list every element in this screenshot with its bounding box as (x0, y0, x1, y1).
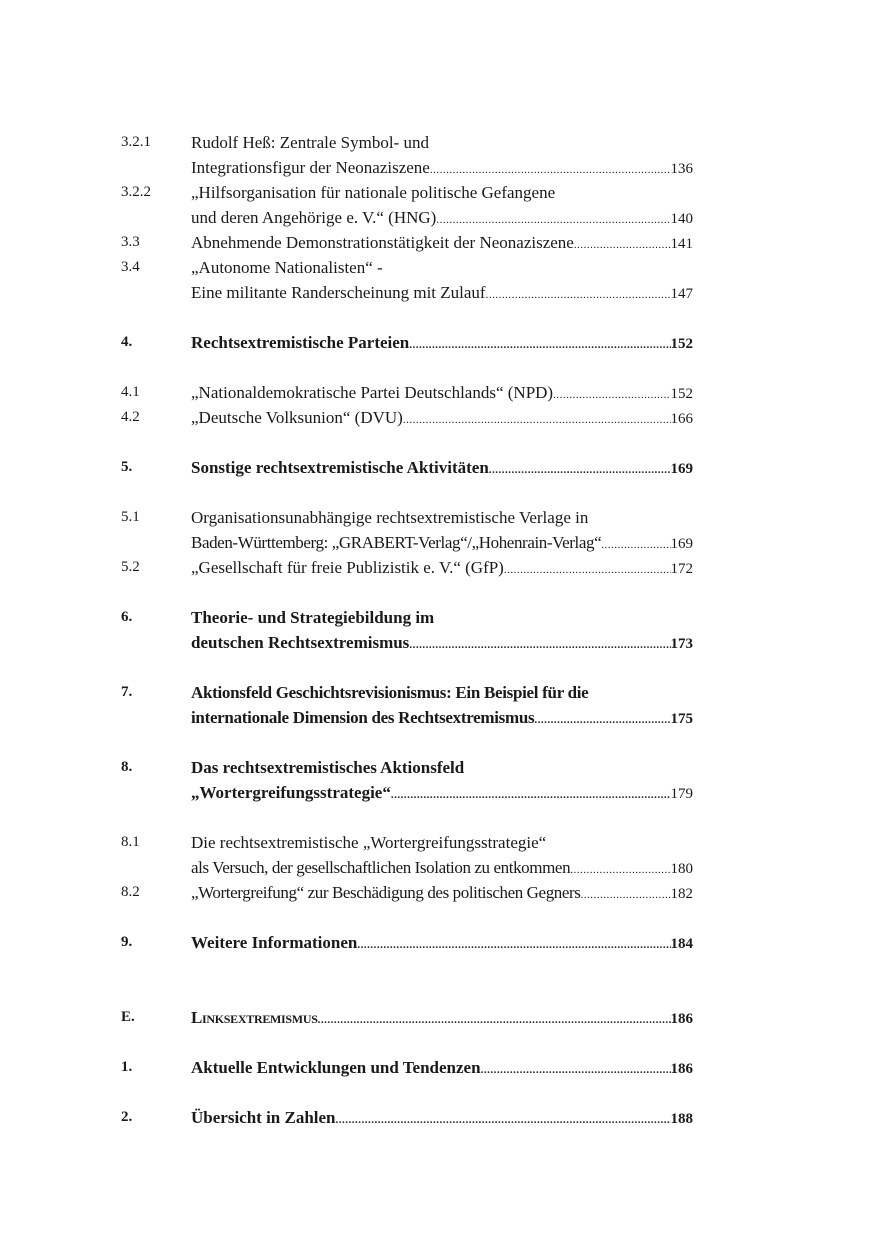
leader-dots (403, 408, 671, 433)
toc-entry-number: 6. (121, 609, 133, 625)
leader-dots (409, 333, 670, 358)
toc-entry-title: Integrationsfigur der Neonaziszene (191, 158, 430, 177)
toc-entry-number: 4.1 (121, 384, 140, 400)
toc-entry-title: Das rechtsextremistisches Aktionsfeld (191, 758, 465, 777)
toc-entry-title: „Deutsche Volksunion“ (DVU) (191, 408, 403, 427)
toc-entry-3-2-2[interactable] (121, 180, 693, 230)
toc-entry-page: 166 (670, 411, 693, 427)
toc-entry-title: als Versuch, der gesellschaftlichen Isolation zu entkommen (191, 858, 571, 877)
toc-entry-title: „Autonome Nationalisten“ - (191, 258, 383, 277)
toc-entry-1[interactable] (121, 1055, 693, 1080)
toc-entry-6[interactable] (121, 605, 693, 655)
toc-entry-page: 186 (670, 1011, 693, 1027)
toc-entry-number: 5.2 (121, 559, 140, 575)
toc-entry-number: 5. (121, 459, 133, 475)
toc-entry-title: Abnehmende Demonstrationstätigkeit der Neonaziszene (191, 233, 574, 252)
leader-dots (318, 1008, 671, 1033)
leader-dots (357, 933, 670, 958)
table-of-contents (121, 130, 693, 1130)
toc-entry-title: und deren Angehörige e. V.“ (HNG) (191, 208, 437, 227)
toc-entry-title: Organisationsunabhängige rechtsextremistische Verlage in (191, 508, 589, 527)
toc-entry-page: 152 (670, 386, 693, 402)
toc-entry-number: 3.2.2 (121, 184, 151, 200)
toc-entry-page: 180 (670, 861, 693, 877)
toc-entry-title: Baden-Württemberg: „GRABERT-Verlag“/„Hohenrain-Verlag“ (191, 533, 602, 552)
toc-entry-e[interactable] (121, 1005, 693, 1030)
toc-entry-number: 4. (121, 334, 133, 350)
toc-entry-page: 186 (670, 1061, 693, 1077)
toc-entry-page: 152 (670, 336, 693, 352)
toc-entry-title: Linksextremismus (191, 1008, 318, 1027)
toc-entry-number: 3.3 (121, 234, 140, 250)
toc-entry-page: 184 (670, 936, 693, 952)
toc-entry-title: Theorie- und Strategiebildung im (191, 608, 435, 627)
toc-entry-page: 179 (670, 786, 693, 802)
leader-dots (534, 708, 670, 733)
toc-entry-title: deutschen Rechtsextremismus (191, 633, 410, 652)
toc-entry-page: 175 (670, 711, 693, 727)
toc-entry-title: „Wortergreifungsstrategie“ (191, 783, 391, 802)
toc-entry-page: 136 (670, 161, 693, 177)
toc-entry-number: 3.4 (121, 259, 140, 275)
toc-entry-7[interactable] (121, 680, 693, 730)
toc-entry-2[interactable] (121, 1105, 693, 1130)
leader-dots (336, 1108, 671, 1133)
toc-entry-title: Rudolf Heß: Zentrale Symbol- und (191, 133, 429, 152)
toc-entry-number: 8. (121, 759, 133, 775)
toc-entry-title: Übersicht in Zahlen (191, 1108, 336, 1127)
toc-entry-4-1[interactable] (121, 380, 693, 405)
toc-entry-5-2[interactable] (121, 555, 693, 580)
toc-entry-number: 7. (121, 684, 133, 700)
toc-entry-title: Weitere Informationen (191, 933, 358, 952)
toc-entry-5[interactable] (121, 455, 693, 480)
toc-entry-number: 1. (121, 1059, 133, 1075)
toc-entry-number: E. (121, 1009, 135, 1025)
toc-entry-title: „Hilfsorganisation für nationale politische Gefangene (191, 183, 556, 202)
leader-dots (489, 458, 671, 483)
toc-entry-number: 8.1 (121, 834, 140, 850)
leader-dots (481, 1058, 671, 1083)
toc-entry-3-3[interactable] (121, 230, 693, 255)
toc-entry-page: 172 (670, 561, 693, 577)
toc-entry-8-1[interactable] (121, 830, 693, 880)
toc-entry-8-2[interactable] (121, 880, 693, 905)
toc-entry-title: Aktionsfeld Geschichtsrevisionismus: Ein Beispiel für die (191, 683, 589, 702)
leader-dots (581, 883, 671, 908)
toc-entry-page: 188 (670, 1111, 693, 1127)
toc-entry-page: 173 (670, 636, 693, 652)
toc-entry-page: 147 (670, 286, 693, 302)
toc-entry-3-2-1[interactable] (121, 130, 693, 180)
toc-entry-number: 2. (121, 1109, 133, 1125)
leader-dots (391, 783, 671, 808)
toc-entry-page: 182 (670, 886, 693, 902)
toc-entry-9[interactable] (121, 930, 693, 955)
toc-entry-4[interactable] (121, 330, 693, 355)
toc-entry-3-4[interactable] (121, 255, 693, 305)
toc-entry-page: 169 (670, 536, 693, 552)
toc-entry-4-2[interactable] (121, 405, 693, 430)
toc-entry-title: „Nationaldemokratische Partei Deutschlands“ (NPD) (191, 383, 554, 402)
toc-entry-title: Aktuelle Entwicklungen und Tendenzen (191, 1058, 481, 1077)
toc-entry-number: 8.2 (121, 884, 140, 900)
toc-entry-page: 141 (670, 236, 693, 252)
toc-entry-title: Sonstige rechtsextremistische Aktivitäten (191, 458, 489, 477)
leader-dots (409, 633, 670, 658)
leader-dots (504, 558, 671, 583)
toc-entry-5-1[interactable] (121, 505, 693, 555)
toc-entry-8[interactable] (121, 755, 693, 805)
toc-entry-title: Rechtsextremistische Parteien (191, 333, 410, 352)
toc-entry-title: Die rechtsextremistische „Wortergreifungsstrategie“ (191, 833, 547, 852)
toc-entry-number: 9. (121, 934, 133, 950)
toc-entry-number: 3.2.1 (121, 134, 151, 150)
leader-dots (486, 283, 671, 308)
toc-entry-title: internationale Dimension des Rechtsextremismus (191, 708, 535, 727)
toc-entry-page: 140 (670, 211, 693, 227)
toc-entry-title: „Gesellschaft für freie Publizistik e. V.“ (GfP) (191, 558, 504, 577)
toc-entry-number: 4.2 (121, 409, 140, 425)
toc-entry-title: „Wortergreifung“ zur Beschädigung des politischen Gegners (191, 883, 581, 902)
toc-entry-number: 5.1 (121, 509, 140, 525)
toc-entry-page: 169 (670, 461, 693, 477)
toc-entry-title: Eine militante Randerscheinung mit Zulauf (191, 283, 486, 302)
